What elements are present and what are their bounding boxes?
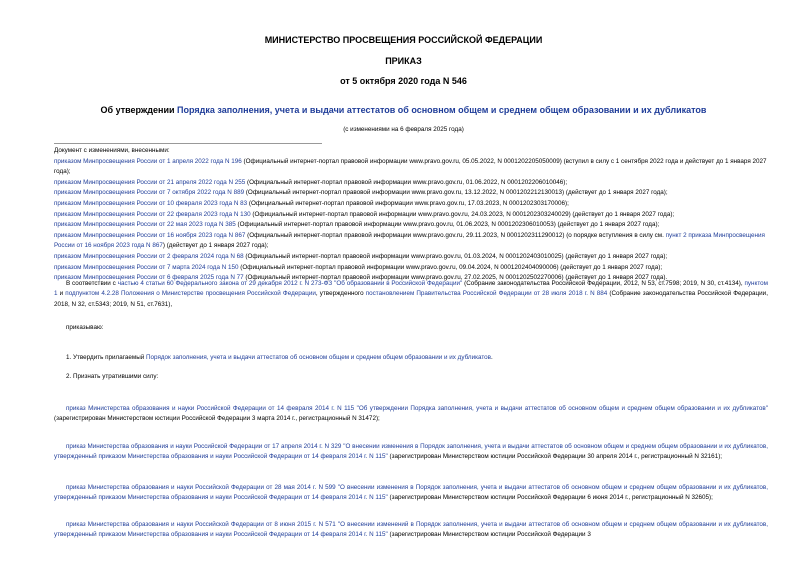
amendment-text: (Официальный интернет-портал правовой информации www.pravo.gov.ru, 01.06.2022, N 0001202206010046);	[245, 178, 568, 186]
amendment-item	[54, 220, 784, 231]
amendment-link[interactable]: приказом Минпросвещения России от 6 февраля 2025 года N 77	[54, 274, 244, 282]
amendment-text: (Официальный интернет-портал правовой информации www.pravo.gov.ru, 29.11.2023, N 0001202311290012) (о порядке вступления в силу см.	[245, 231, 666, 239]
amendment-item	[54, 263, 784, 274]
repealed-order-link[interactable]: приказ Министерства образования и науки Российской Федерации от 14 февраля 2014 г. N 115 "Об утверждении Порядка заполнения, учета и выдачи аттестатов об основном общем и среднем общем образовании и их дубликатов"	[66, 405, 768, 412]
amendment-link[interactable]: приказом Минпросвещения России от 22 мая 2023 года N 385	[54, 221, 236, 229]
title-link[interactable]: Порядка заполнения, учета и выдачи аттестатов об основном общем и среднем общем образовании и их дубликатов	[177, 105, 707, 115]
point-1-text: .	[491, 354, 493, 361]
amendment-link[interactable]: приказом Минпросвещения России от 2 февраля 2024 года N 68	[54, 252, 244, 260]
amendment-text: (Официальный интернет-портал правовой информации www.pravo.gov.ru, 17.03.2023, N 0001202303170006);	[247, 199, 569, 207]
amendment-item	[54, 157, 784, 178]
amendment-link[interactable]: приказом Минпросвещения России от 16 ноября 2023 года N 867	[54, 231, 246, 239]
amendment-text: (Официальный интернет-портал правовой информации www.pravo.gov.ru, 09.04.2024, N 0001202404090006) (действует до 1 января 2027 года);	[238, 263, 663, 271]
divider	[54, 143, 322, 144]
amendment-text-secondary: ) (действует до 1 января 2027 года);	[162, 242, 269, 250]
amendment-link[interactable]: приказом Минпросвещения России от 21 апреля 2022 года N 255	[54, 178, 246, 186]
clause-link[interactable]: пунктом 1	[54, 280, 768, 298]
amendment-item	[54, 210, 784, 221]
amendment-link-secondary[interactable]: пункт 2 приказа Минпросвещения России от 16 ноября 2023 года N 867	[54, 231, 765, 250]
repealed-order-text: (зарегистрирован Министерством юстиции Российской Федерации 30 апреля 2014 г., регистрационный N 32161);	[387, 453, 723, 461]
resolution-link[interactable]: постановлением Правительства Российской Федерации от 28 июля 2018 г. N 884	[365, 290, 608, 298]
point-1-paragraph	[54, 353, 768, 363]
edition-note: (с изменениями на 6 февраля 2025 года)	[343, 126, 464, 133]
amendment-text: (Официальный интернет-портал правовой информации www.pravo.gov.ru, 24.03.2023, N 0001202303240029) (действует до 1 января 2027 года);	[250, 210, 675, 218]
procedure-link[interactable]: Порядок заполнения, учета и выдачи аттестатов об основном общем и среднем общем образовании и их дубликатов	[146, 354, 492, 361]
date-number-heading: от 5 октября 2020 года N 546	[340, 76, 467, 86]
preamble-text: , утвержденного	[315, 290, 366, 298]
amendment-link[interactable]: приказом Минпросвещения России от 22 февраля 2023 года N 130	[54, 210, 251, 218]
law-link[interactable]: частью 4 статьи 60 Федерального закона от 29 декабря 2012 г. N 273-ФЗ "Об образовании в Российской Федерации"	[117, 280, 463, 287]
subclause-link[interactable]: подпунктом 4.2.28 Положения о Министерстве просвещения Российской Федерации	[65, 290, 316, 298]
amendment-link[interactable]: приказом Минпросвещения России от 10 февраля 2023 года N 83	[54, 199, 248, 207]
amendment-text: (Официальный интернет-портал правовой информации www.pravo.gov.ru, 05.05.2022, N 0001202205050009) (вступил в силу с 1 сентября 2022 года и действует до 1 января 2027 года);	[54, 157, 767, 176]
repealed-order-paragraph	[54, 442, 768, 463]
preamble-text: В соответствии с	[66, 280, 118, 287]
amendment-text: (Официальный интернет-портал правовой информации www.pravo.gov.ru, 01.03.2024, N 0001202403010025) (действует до 1 января 2027 года);	[243, 252, 668, 260]
repealed-order-link[interactable]: приказ Министерства образования и науки Российской Федерации от 17 апреля 2014 г. N 329 "О внесении изменения в Порядок заполнения, учета и выдачи аттестатов об основном общем и среднем общем образовании и их дубликатов, утвержденный приказом Министерства образования и науки Российской Федерации от 14 февраля 2014 г. N 115"	[54, 443, 768, 461]
amendments-intro: Документ с изменениями, внесенными:	[54, 147, 170, 154]
title-prefix: Об утверждении	[100, 105, 178, 115]
ministry-heading: МИНИСТЕРСТВО ПРОСВЕЩЕНИЯ РОССИЙСКОЙ ФЕДЕРАЦИИ	[264, 35, 543, 45]
doc-type-heading: ПРИКАЗ	[385, 56, 422, 66]
order-word: приказываю:	[66, 324, 104, 331]
repealed-order-link[interactable]: приказ Министерства образования и науки Российской Федерации от 28 мая 2014 г. N 599 "О внесении изменения в Порядок заполнения, учета и выдачи аттестатов об основном общем и среднем общем образовании и их дубликатов, утвержденный приказом Министерства образования и науки Российской Федерации от 14 февраля 2014 г. N 115"	[54, 484, 768, 502]
repealed-order-paragraph	[54, 404, 768, 425]
amendment-text: (Официальный интернет-портал правовой информации www.pravo.gov.ru, 27.02.2025, N 0001202502270006) (действует до 1 января 2027 года).	[243, 274, 668, 282]
amendment-item	[54, 199, 784, 210]
repealed-order-paragraph	[54, 483, 768, 504]
repealed-order-link[interactable]: приказ Министерства образования и науки Российской Федерации от 8 июня 2015 г. N 571 "О внесении изменений в Порядок заполнения, учета и выдачи аттестатов об основном общем и среднем общем образовании и их дубликатов, утвержденный приказом Министерства образования и науки Российской Федерации от 14 февраля 2014 г. N 115"	[54, 521, 768, 539]
amendment-text: (Официальный интернет-портал правовой информации www.pravo.gov.ru, 01.06.2023, N 0001202306010053) (действует до 1 января 2027 года);	[235, 221, 660, 229]
repealed-order-paragraph	[54, 520, 768, 541]
preamble-text: (Собрание законодательства Российской Федерации, 2018, N 32, ст.5343; 2019, N 51, ст.7631),	[54, 290, 768, 308]
amendment-link[interactable]: приказом Минпросвещения России от 7 марта 2024 года N 150	[54, 263, 239, 271]
preamble-text: и	[57, 290, 66, 298]
amendment-item	[54, 231, 784, 252]
amendment-item	[54, 188, 784, 199]
point-1-text: 1. Утвердить прилагаемый	[66, 354, 147, 361]
document-title	[40, 105, 767, 115]
amendment-link[interactable]: приказом Минпросвещения России от 7 октября 2022 года N 889	[54, 189, 245, 197]
repealed-order-text: (зарегистрирован Министерством юстиции Российской Федерации 3	[387, 531, 591, 539]
preamble-text: (Собрание законодательства Российской Федерации, 2012, N 53, ст.7598; 2019, N 30, ст.4134),	[462, 280, 745, 287]
amendment-item	[54, 252, 784, 263]
point-2-paragraph: 2. Признать утратившими силу:	[66, 373, 159, 380]
amendments-list	[54, 146, 784, 284]
amendment-text: (Официальный интернет-портал правовой информации www.pravo.gov.ru, 13.12.2022, N 0001202212130013) (действует до 1 января 2027 года);	[244, 189, 668, 197]
repealed-order-text: (зарегистрирован Министерством юстиции Российской Федерации 6 июня 2014 г., регистрационный N 32605);	[387, 494, 713, 502]
preamble-paragraph	[54, 279, 768, 310]
repealed-order-text: (зарегистрирован Министерством юстиции Российской Федерации 3 марта 2014 г., регистрационный N 31472);	[54, 415, 380, 423]
amendment-item	[54, 178, 784, 189]
amendment-link[interactable]: приказом Минпросвещения России от 1 апреля 2022 года N 196	[54, 157, 242, 165]
